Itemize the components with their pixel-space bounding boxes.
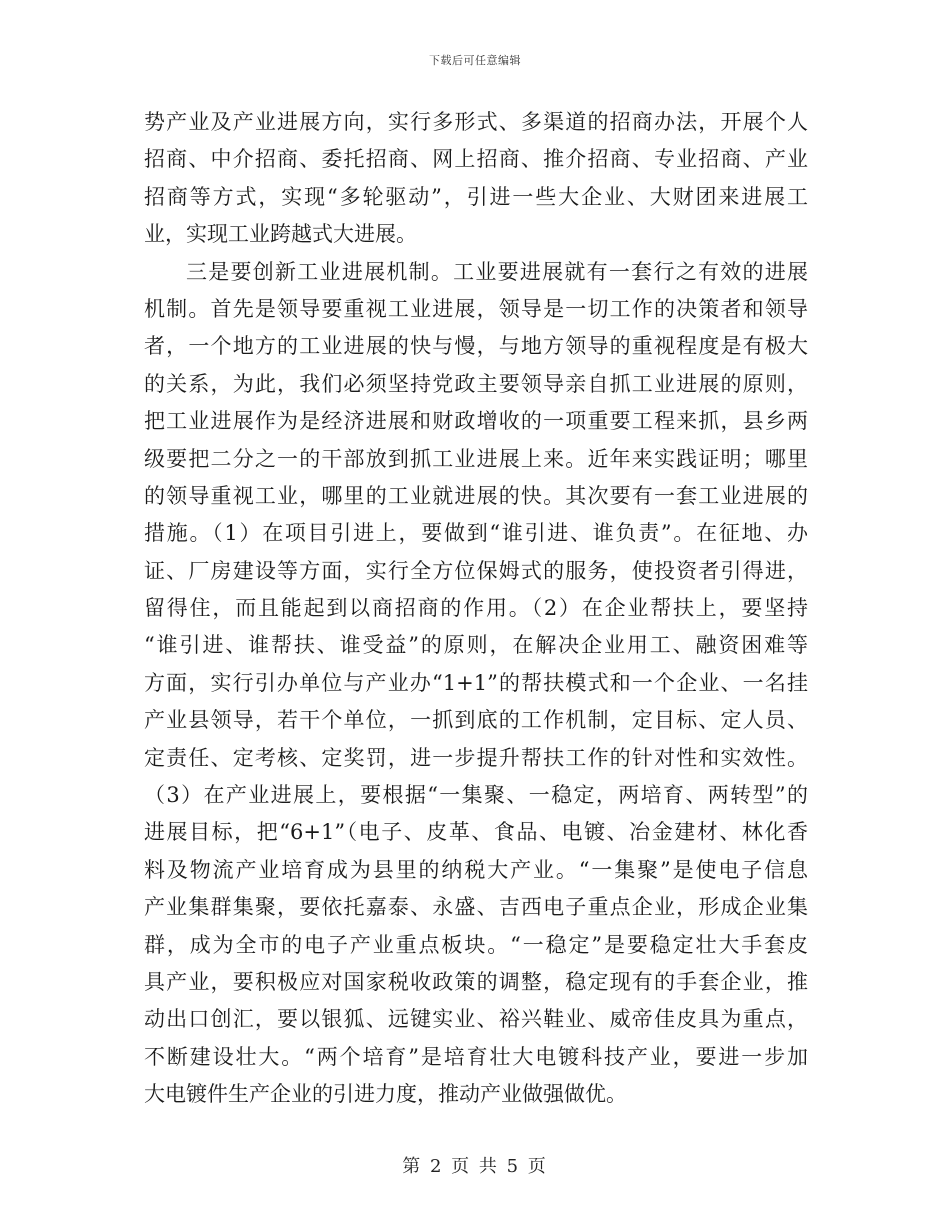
page-footer: 第 2 页 共 5 页: [402, 1156, 548, 1177]
paragraph-2-line-8: 措施。（1）在项目引进上，要做到“谁引进、谁负责”。在征地、办: [144, 521, 808, 546]
paragraph-2-line-19: 群，成为全市的电子产业重点板块。“一稳定”是要稳定壮大手套皮: [144, 932, 808, 957]
paragraph-2-line-14: 定责任、定考核、定奖罚，进一步提升帮扶工作的针对性和实效性。: [144, 745, 808, 770]
paragraph-2-line-15: （3）在产业进展上，要根据“一集聚、一稳定，两培育、两转型”的: [144, 783, 808, 808]
paragraph-2-line-7: 的领导重视工业，哪里的工业就进展的快。其次要有一套工业进展的: [144, 483, 808, 508]
paragraph-2-line-13: 产业县领导，若干个单位，一抓到底的工作机制，定目标、定人员、: [144, 708, 808, 733]
paragraph-2-line-10: 留得住，而且能起到以商招商的作用。（2）在企业帮扶上，要坚持: [144, 596, 808, 621]
paragraph-2-line-18: 产业集群集聚，要依托嘉泰、永盛、吉西电子重点企业，形成企业集: [144, 895, 808, 920]
paragraph-2-line-12: 方面，实行引办单位与产业办“1+1”的帮扶模式和一个企业、一名挂: [144, 670, 808, 695]
paragraph-2-line-4: 的关系，为此，我们必须坚持党政主要领导亲自抓工业进展的原则，: [144, 371, 808, 396]
paragraph-1-line-2: 招商、中介招商、委托招商、网上招商、推介招商、专业招商、产业: [144, 147, 808, 172]
paragraph-2-line-16: 进展目标，把“6+1”（电子、皮革、食品、电镀、冶金建材、林化香: [144, 820, 808, 845]
paragraph-2-line-3: 者，一个地方的工业进展的快与慢，与地方领导的重视程度是有极大: [144, 334, 808, 359]
paragraph-2-line-23: 大电镀件生产企业的引进力度，推动产业做强做优。: [144, 1082, 627, 1107]
paragraph-2-line-9: 证、厂房建设等方面，实行全方位保姆式的服务，使投资者引得进，: [144, 558, 808, 583]
paragraph-2-line-20: 具产业，要积极应对国家税收政策的调整，稳定现有的手套企业，推: [144, 969, 808, 994]
paragraph-2-line-17: 料及物流产业培育成为县里的纳税大产业。“一集聚”是使电子信息: [144, 857, 808, 882]
paragraph-2-line-1: 三是要创新工业进展机制。工业要进展就有一套行之有效的进展: [186, 259, 808, 284]
paragraph-1-line-3: 招商等方式，实现“多轮驱动”，引进一些大企业、大财团来进展工: [144, 184, 808, 209]
paragraph-1-line-4: 业，实现工业跨越式大进展。: [144, 222, 417, 247]
paragraph-2-line-21: 动出口创汇，要以银狐、远键实业、裕兴鞋业、威帝佳皮具为重点，: [144, 1007, 808, 1032]
paragraph-2-line-5: 把工业进展作为是经济进展和财政增收的一项重要工程来抓，县乡两: [144, 409, 808, 434]
page-header: 下载后可任意编辑: [429, 54, 521, 67]
paragraph-1-line-1: 势产业及产业进展方向，实行多形式、多渠道的招商办法，开展个人: [144, 110, 808, 134]
paragraph-2-line-11: “谁引进、谁帮扶、谁受益”的原则，在解决企业用工、融资困难等: [144, 633, 808, 658]
paragraph-2-line-22: 不断建设壮大。“两个培育”是培育壮大电镀科技产业，要进一步加: [144, 1044, 808, 1069]
paragraph-2-line-6: 级要把二分之一的干部放到抓工业进展上来。近年来实践证明；哪里: [144, 446, 808, 471]
paragraph-2-line-2: 机制。首先是领导要重视工业进展，领导是一切工作的决策者和领导: [144, 296, 808, 321]
document-body: [144, 104, 808, 1114]
